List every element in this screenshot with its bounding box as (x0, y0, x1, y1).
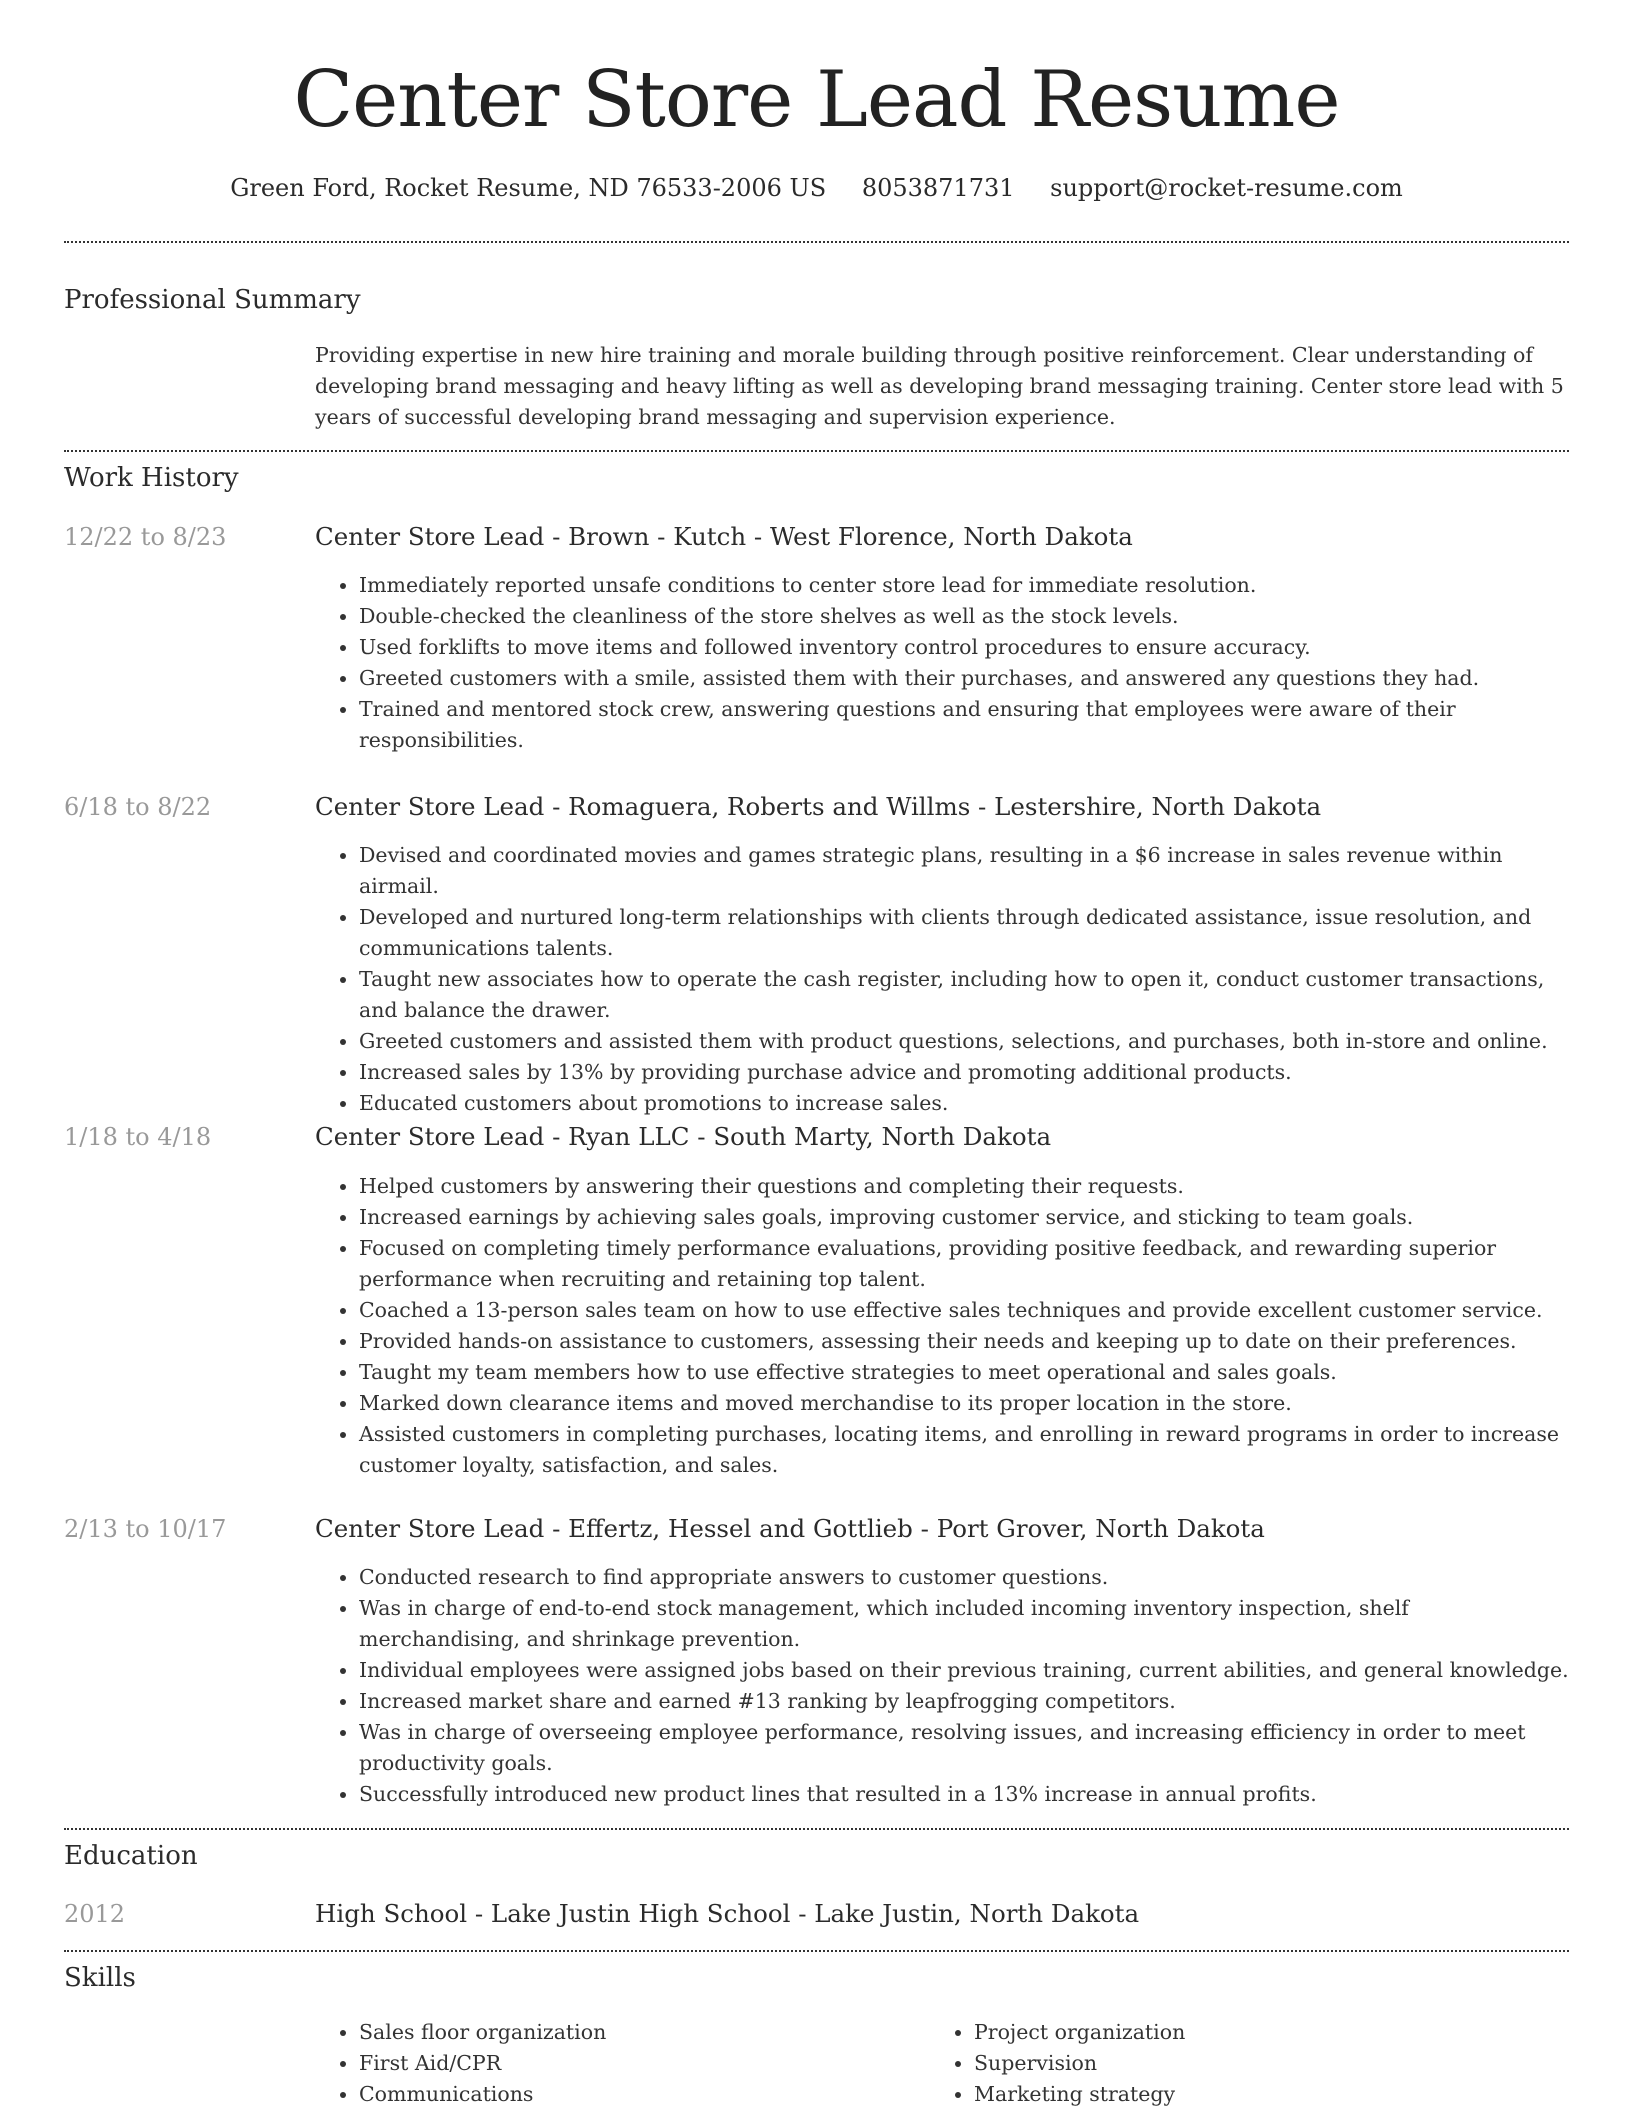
list-item: • Taught my team members how to use effective strategies to meet operational and sales goals. (359, 1357, 1569, 1388)
skills-heading: Skills (64, 1963, 136, 1993)
divider (64, 1950, 1569, 1952)
contact-email[interactable]: support@rocket-resume.com (1050, 174, 1403, 202)
list-item: • Devised and coordinated movies and games strategic plans, resulting in a $6 increase in sales revenue within airmail. (359, 840, 1569, 902)
divider (64, 450, 1569, 452)
list-item: • Taught new associates how to operate the cash register, including how to open it, conduct customer transactions, and balance the drawer. (359, 964, 1569, 1026)
list-item: • Greeted customers and assisted them with product questions, selections, and purchases, both in-store and online. (359, 1026, 1569, 1057)
job-dates: 12/22 to 8/23 (64, 523, 227, 551)
education-heading: Education (64, 1841, 198, 1871)
list-item: • Individual employees were assigned jobs based on their previous training, current abilities, and general knowledge. (359, 1655, 1569, 1686)
summary-heading: Professional Summary (64, 285, 361, 315)
list-item: • Successfully introduced new product lines that resulted in a 13% increase in annual profits. (359, 1779, 1569, 1810)
list-item: • Educated customers about promotions to increase sales. (359, 1088, 1569, 1119)
skill-item: • Communications (359, 2079, 959, 2110)
skills-list-left (315, 2017, 959, 2110)
contact-line (64, 170, 1569, 206)
education-year: 2012 (64, 1900, 126, 1928)
list-item: • Increased market share and earned #13 ranking by leapfrogging competitors. (359, 1686, 1569, 1717)
job-dates: 6/18 to 8/22 (64, 793, 212, 821)
skill-item: • Sales floor organization (359, 2017, 959, 2048)
job-bullets (315, 1171, 1569, 1481)
job-title: Center Store Lead - Brown - Kutch - West Florence, North Dakota (315, 522, 1133, 551)
skills-list-right (930, 2017, 1574, 2110)
skill-item: • Project organization (974, 2017, 1574, 2048)
list-item: • Was in charge of overseeing employee performance, resolving issues, and increasing efficiency in order to meet productivity goals. (359, 1717, 1569, 1779)
list-item: • Provided hands-on assistance to customers, assessing their needs and keeping up to date on their preferences. (359, 1326, 1569, 1357)
contact-address: Green Ford, Rocket Resume, ND 76533-2006 US (230, 174, 827, 202)
job-bullets (315, 570, 1569, 756)
list-item: • Focused on completing timely performance evaluations, providing positive feedback, and rewarding superior performance when recruiting and retaining top talent. (359, 1233, 1569, 1295)
job-bullets (315, 840, 1569, 1119)
list-item: • Increased sales by 13% by providing purchase advice and promoting additional products. (359, 1057, 1569, 1088)
resume-title: Center Store Lead Resume (293, 55, 1340, 145)
list-item: • Developed and nurtured long-term relationships with clients through dedicated assistance, issue resolution, and communications talents. (359, 902, 1569, 964)
list-item: • Coached a 13-person sales team on how to use effective sales techniques and provide excellent customer service. (359, 1295, 1569, 1326)
list-item: • Greeted customers with a smile, assisted them with their purchases, and answered any questions they had. (359, 663, 1569, 694)
job-title: Center Store Lead - Ryan LLC - South Marty, North Dakota (315, 1122, 1052, 1151)
list-item: • Used forklifts to move items and followed inventory control procedures to ensure accuracy. (359, 632, 1569, 663)
list-item: • Was in charge of end-to-end stock management, which included incoming inventory inspection, shelf merchandising, and shrinkage prevention. (359, 1593, 1569, 1655)
list-item: • Helped customers by answering their questions and completing their requests. (359, 1171, 1569, 1202)
job-title: Center Store Lead - Romaguera, Roberts and Willms - Lestershire, North Dakota (315, 792, 1322, 821)
divider (64, 241, 1569, 243)
list-item: • Marked down clearance items and moved merchandise to its proper location in the store. (359, 1388, 1569, 1419)
skill-item: • Supervision (974, 2048, 1574, 2079)
list-item: • Double-checked the cleanliness of the store shelves as well as the stock levels. (359, 601, 1569, 632)
job-bullets (315, 1562, 1569, 1810)
skill-item: • Marketing strategy (974, 2079, 1574, 2110)
summary-text: Providing expertise in new hire training and morale building through positive reinforcement. Clear understanding of developing brand messaging and heavy lifting as well as developing brand messaging training. Center store lead with 5 years of successful developing brand messaging and supervision experience. (315, 343, 1564, 429)
work-history-heading: Work History (64, 463, 239, 493)
job-dates: 1/18 to 4/18 (64, 1123, 212, 1151)
job-dates: 2/13 to 10/17 (64, 1515, 227, 1543)
list-item: • Trained and mentored stock crew, answering questions and ensuring that employees were aware of their responsibilities. (359, 694, 1569, 756)
list-item: • Immediately reported unsafe conditions to center store lead for immediate resolution. (359, 570, 1569, 601)
job-title: Center Store Lead - Effertz, Hessel and Gottlieb - Port Grover, North Dakota (315, 1514, 1265, 1543)
skill-item: • First Aid/CPR (359, 2048, 959, 2079)
divider (64, 1828, 1569, 1830)
education-title: High School - Lake Justin High School - Lake Justin, North Dakota (315, 1899, 1140, 1928)
contact-phone: 8053871731 (861, 174, 1015, 202)
list-item: • Assisted customers in completing purchases, locating items, and enrolling in reward programs in order to increase customer loyalty, satisfaction, and sales. (359, 1419, 1569, 1481)
list-item: • Conducted research to find appropriate answers to customer questions. (359, 1562, 1569, 1593)
list-item: • Increased earnings by achieving sales goals, improving customer service, and sticking to team goals. (359, 1202, 1569, 1233)
